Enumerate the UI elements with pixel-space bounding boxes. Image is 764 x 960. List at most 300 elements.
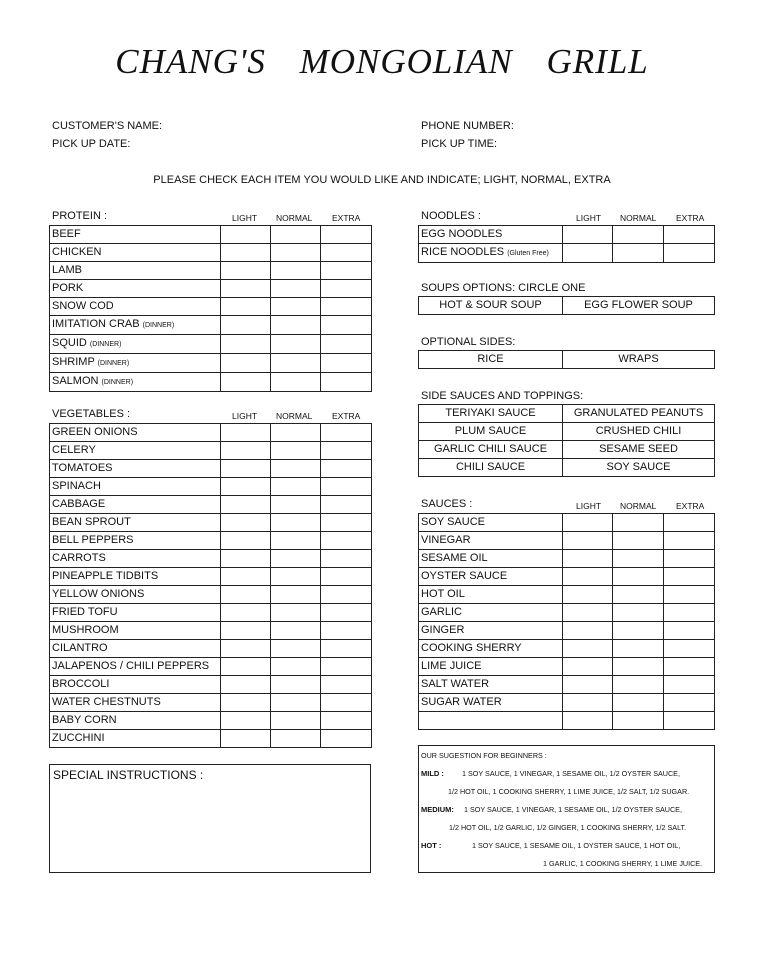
carrots-normal-checkbox[interactable] bbox=[271, 550, 321, 568]
topping-row bbox=[419, 423, 715, 441]
item-label bbox=[50, 496, 221, 514]
table-row bbox=[419, 532, 715, 550]
bean-sprout-extra-checkbox[interactable] bbox=[321, 514, 372, 532]
oyster-sauce-light-checkbox[interactable] bbox=[563, 568, 613, 586]
item-name: LAMB bbox=[52, 264, 82, 276]
broccoli-normal-checkbox[interactable] bbox=[271, 676, 321, 694]
item-name: CELERY bbox=[52, 444, 96, 456]
bell-peppers-normal-checkbox[interactable] bbox=[271, 532, 321, 550]
item-label bbox=[419, 640, 563, 658]
item-name: SNOW COD bbox=[52, 300, 114, 312]
item-name: BELL PEPPERS bbox=[52, 534, 134, 546]
pork-light-checkbox[interactable] bbox=[221, 280, 271, 298]
green-onions-light-checkbox[interactable] bbox=[221, 424, 271, 442]
soups-options bbox=[418, 296, 715, 315]
vegetables-table bbox=[49, 423, 372, 748]
table-row bbox=[50, 424, 372, 442]
water-chestnuts-normal-checkbox[interactable] bbox=[271, 694, 321, 712]
sugar-water-normal-checkbox[interactable] bbox=[613, 694, 664, 712]
table-row bbox=[50, 262, 372, 280]
item-label bbox=[50, 244, 221, 262]
zucchini-extra-checkbox[interactable] bbox=[321, 730, 372, 748]
table-row bbox=[50, 298, 372, 316]
jalapenos-chili-peppers-light-checkbox[interactable] bbox=[221, 658, 271, 676]
topping-option-crushed-chili[interactable]: CRUSHED CHILI bbox=[563, 423, 715, 441]
beef-extra-checkbox[interactable] bbox=[321, 226, 372, 244]
cilantro-light-checkbox[interactable] bbox=[221, 640, 271, 658]
item-name: SPINACH bbox=[52, 480, 101, 492]
special-instructions-box[interactable] bbox=[49, 764, 371, 873]
item-label bbox=[419, 712, 563, 730]
vegetables-level-light: LIGHT bbox=[232, 411, 258, 421]
broccoli-light-checkbox[interactable] bbox=[221, 676, 271, 694]
soy-sauce-normal-checkbox[interactable] bbox=[613, 514, 664, 532]
bell-peppers-light-checkbox[interactable] bbox=[221, 532, 271, 550]
lamb-normal-checkbox[interactable] bbox=[271, 262, 321, 280]
item-label bbox=[50, 262, 221, 280]
pickup-time-label: PICK UP TIME: bbox=[421, 138, 498, 150]
yellow-onions-extra-checkbox[interactable] bbox=[321, 586, 372, 604]
mushroom-light-checkbox[interactable] bbox=[221, 622, 271, 640]
beginner-suggestions-box bbox=[418, 745, 715, 873]
protein-level-normal: NORMAL bbox=[276, 213, 313, 223]
sauces-header: SAUCES : bbox=[421, 498, 473, 510]
spinach-extra-checkbox[interactable] bbox=[321, 478, 372, 496]
cabbage-light-checkbox[interactable] bbox=[221, 496, 271, 514]
item-name: SUGAR WATER bbox=[421, 696, 502, 708]
vegetables-level-extra: EXTRA bbox=[332, 411, 361, 421]
garlic-normal-checkbox[interactable] bbox=[613, 604, 664, 622]
table-row bbox=[50, 354, 372, 373]
jalapenos-chili-peppers-normal-checkbox[interactable] bbox=[271, 658, 321, 676]
item-note: (DINNER) bbox=[89, 341, 122, 348]
item-name: JALAPENOS / CHILI PEPPERS bbox=[52, 660, 210, 672]
customer-name-label: CUSTOMER'S NAME: bbox=[52, 120, 163, 132]
table-row bbox=[50, 335, 372, 354]
mushroom-normal-checkbox[interactable] bbox=[271, 622, 321, 640]
table-row bbox=[50, 604, 372, 622]
zucchini-light-checkbox[interactable] bbox=[221, 730, 271, 748]
item-label bbox=[50, 658, 221, 676]
item-label bbox=[419, 244, 563, 263]
table-row bbox=[50, 658, 372, 676]
item-name: SQUID bbox=[52, 337, 87, 349]
baby-corn-extra-checkbox[interactable] bbox=[321, 712, 372, 730]
lime-juice-light-checkbox[interactable] bbox=[563, 658, 613, 676]
item-name: ZUCCHINI bbox=[52, 732, 105, 744]
topping-option-granulated-peanuts[interactable]: GRANULATED PEANUTS bbox=[563, 405, 715, 423]
item-label bbox=[419, 226, 563, 244]
blank-normal-checkbox[interactable] bbox=[613, 712, 664, 730]
salmon-normal-checkbox[interactable] bbox=[271, 373, 321, 392]
spinach-light-checkbox[interactable] bbox=[221, 478, 271, 496]
item-name: SHRIMP bbox=[52, 356, 95, 368]
spinach-normal-checkbox[interactable] bbox=[271, 478, 321, 496]
table-row bbox=[419, 244, 715, 263]
item-label bbox=[50, 514, 221, 532]
item-label bbox=[50, 460, 221, 478]
table-row bbox=[419, 694, 715, 712]
table-row bbox=[50, 460, 372, 478]
medium-label: MEDIUM: bbox=[421, 805, 454, 814]
beef-normal-checkbox[interactable] bbox=[271, 226, 321, 244]
item-name: RICE NOODLES bbox=[421, 246, 505, 258]
item-label bbox=[50, 335, 221, 354]
salt-water-light-checkbox[interactable] bbox=[563, 676, 613, 694]
tomatoes-normal-checkbox[interactable] bbox=[271, 460, 321, 478]
table-row bbox=[419, 568, 715, 586]
restaurant-title: CHANG'S MONGOLIAN GRILL bbox=[115, 42, 649, 81]
green-onions-normal-checkbox[interactable] bbox=[271, 424, 321, 442]
item-label bbox=[50, 676, 221, 694]
item-label bbox=[50, 640, 221, 658]
celery-light-checkbox[interactable] bbox=[221, 442, 271, 460]
table-row bbox=[50, 244, 372, 262]
hot-oil-extra-checkbox[interactable] bbox=[664, 586, 715, 604]
item-name: EGG NOODLES bbox=[421, 228, 503, 240]
table-row bbox=[419, 676, 715, 694]
table-row bbox=[50, 442, 372, 460]
item-name: BROCCOLI bbox=[52, 678, 110, 690]
pineapple-tidbits-normal-checkbox[interactable] bbox=[271, 568, 321, 586]
item-label bbox=[50, 280, 221, 298]
item-label bbox=[50, 478, 221, 496]
sauces-level-normal: NORMAL bbox=[620, 501, 657, 511]
item-name: MUSHROOM bbox=[52, 624, 119, 636]
chicken-light-checkbox[interactable] bbox=[221, 244, 271, 262]
special-instructions-label: SPECIAL INSTRUCTIONS : bbox=[53, 768, 204, 782]
item-label bbox=[50, 568, 221, 586]
item-name: CARROTS bbox=[52, 552, 106, 564]
topping-option-soy-sauce[interactable]: SOY SAUCE bbox=[563, 459, 715, 477]
oyster-sauce-extra-checkbox[interactable] bbox=[664, 568, 715, 586]
imitation-crab-normal-checkbox[interactable] bbox=[271, 316, 321, 335]
snow-cod-extra-checkbox[interactable] bbox=[321, 298, 372, 316]
lime-juice-extra-checkbox[interactable] bbox=[664, 658, 715, 676]
lamb-extra-checkbox[interactable] bbox=[321, 262, 372, 280]
salt-water-normal-checkbox[interactable] bbox=[613, 676, 664, 694]
rice-noodles-normal-checkbox[interactable] bbox=[613, 244, 664, 263]
item-label bbox=[419, 532, 563, 550]
item-label bbox=[50, 532, 221, 550]
sesame-oil-normal-checkbox[interactable] bbox=[613, 550, 664, 568]
item-label bbox=[50, 373, 221, 392]
item-label bbox=[419, 514, 563, 532]
item-label bbox=[419, 604, 563, 622]
item-label bbox=[50, 604, 221, 622]
table-row bbox=[50, 373, 372, 392]
fried-tofu-extra-checkbox[interactable] bbox=[321, 604, 372, 622]
item-label bbox=[50, 712, 221, 730]
noodles-level-normal: NORMAL bbox=[620, 213, 657, 223]
soups-header: SOUPS OPTIONS: CIRCLE ONE bbox=[421, 282, 586, 294]
table-row bbox=[50, 676, 372, 694]
water-chestnuts-light-checkbox[interactable] bbox=[221, 694, 271, 712]
item-label bbox=[50, 550, 221, 568]
jalapenos-chili-peppers-extra-checkbox[interactable] bbox=[321, 658, 372, 676]
table-row bbox=[50, 478, 372, 496]
topping-row bbox=[419, 441, 715, 459]
soy-sauce-extra-checkbox[interactable] bbox=[664, 514, 715, 532]
table-row bbox=[50, 640, 372, 658]
item-label bbox=[419, 694, 563, 712]
cilantro-extra-checkbox[interactable] bbox=[321, 640, 372, 658]
bean-sprout-normal-checkbox[interactable] bbox=[271, 514, 321, 532]
vinegar-normal-checkbox[interactable] bbox=[613, 532, 664, 550]
medium-recipe-line-2: 1/2 HOT OIL, 1/2 GARLIC, 1/2 GINGER, 1 COOKING SHERRY, 1/2 SALT. bbox=[449, 823, 687, 832]
bell-peppers-extra-checkbox[interactable] bbox=[321, 532, 372, 550]
soup-option-egg-flower[interactable]: EGG FLOWER SOUP bbox=[563, 297, 715, 315]
pork-extra-checkbox[interactable] bbox=[321, 280, 372, 298]
table-row bbox=[50, 568, 372, 586]
hot-label: HOT : bbox=[421, 841, 442, 850]
toppings-header: SIDE SAUCES AND TOPPINGS: bbox=[421, 390, 584, 402]
item-name: LIME JUICE bbox=[421, 660, 482, 672]
item-label bbox=[419, 622, 563, 640]
chicken-extra-checkbox[interactable] bbox=[321, 244, 372, 262]
toppings-table bbox=[418, 404, 715, 477]
tomatoes-light-checkbox[interactable] bbox=[221, 460, 271, 478]
soup-option-hot-sour[interactable]: HOT & SOUR SOUP bbox=[419, 297, 563, 315]
item-name: CILANTRO bbox=[52, 642, 108, 654]
item-name: WATER CHESTNUTS bbox=[52, 696, 161, 708]
table-row bbox=[50, 496, 372, 514]
rice-noodles-extra-checkbox[interactable] bbox=[664, 244, 715, 263]
ginger-light-checkbox[interactable] bbox=[563, 622, 613, 640]
table-row bbox=[419, 586, 715, 604]
rice-noodles-light-checkbox[interactable] bbox=[563, 244, 613, 263]
item-label bbox=[50, 354, 221, 373]
green-onions-extra-checkbox[interactable] bbox=[321, 424, 372, 442]
table-row bbox=[50, 586, 372, 604]
pineapple-tidbits-light-checkbox[interactable] bbox=[221, 568, 271, 586]
item-name: OYSTER SAUCE bbox=[421, 570, 508, 582]
table-row bbox=[419, 550, 715, 568]
table-row bbox=[50, 514, 372, 532]
item-note: (DINNER) bbox=[142, 322, 175, 329]
cabbage-normal-checkbox[interactable] bbox=[271, 496, 321, 514]
table-row bbox=[50, 280, 372, 298]
snow-cod-normal-checkbox[interactable] bbox=[271, 298, 321, 316]
shrimp-extra-checkbox[interactable] bbox=[321, 354, 372, 373]
hot-oil-normal-checkbox[interactable] bbox=[613, 586, 664, 604]
vegetables-header: VEGETABLES : bbox=[52, 408, 131, 420]
item-name: SALMON bbox=[52, 375, 99, 387]
sides-header: OPTIONAL SIDES: bbox=[421, 336, 516, 348]
item-name: GARLIC bbox=[421, 606, 462, 618]
item-label bbox=[419, 586, 563, 604]
vinegar-extra-checkbox[interactable] bbox=[664, 532, 715, 550]
protein-level-light: LIGHT bbox=[232, 213, 258, 223]
item-note: (Gluten Free) bbox=[507, 250, 549, 257]
item-label bbox=[50, 442, 221, 460]
topping-row bbox=[419, 459, 715, 477]
ginger-extra-checkbox[interactable] bbox=[664, 622, 715, 640]
bean-sprout-light-checkbox[interactable] bbox=[221, 514, 271, 532]
baby-corn-normal-checkbox[interactable] bbox=[271, 712, 321, 730]
mild-recipe-line-2: 1/2 HOT OIL, 1 COOKING SHERRY, 1 LIME JUICE, 1/2 SALT, 1/2 SUGAR. bbox=[448, 787, 690, 796]
item-name: PINEAPPLE TIDBITS bbox=[52, 570, 159, 582]
lime-juice-normal-checkbox[interactable] bbox=[613, 658, 664, 676]
fried-tofu-light-checkbox[interactable] bbox=[221, 604, 271, 622]
shrimp-normal-checkbox[interactable] bbox=[271, 354, 321, 373]
oyster-sauce-normal-checkbox[interactable] bbox=[613, 568, 664, 586]
table-row bbox=[50, 622, 372, 640]
noodles-table bbox=[418, 225, 715, 263]
mushroom-extra-checkbox[interactable] bbox=[321, 622, 372, 640]
item-name: PORK bbox=[52, 282, 84, 294]
table-row bbox=[50, 532, 372, 550]
squid-extra-checkbox[interactable] bbox=[321, 335, 372, 354]
carrots-extra-checkbox[interactable] bbox=[321, 550, 372, 568]
pork-normal-checkbox[interactable] bbox=[271, 280, 321, 298]
item-name: IMITATION CRAB bbox=[52, 318, 140, 330]
suggestions-header: OUR SUGESTION FOR BEGINNERS : bbox=[421, 751, 547, 760]
garlic-extra-checkbox[interactable] bbox=[664, 604, 715, 622]
item-name: GINGER bbox=[421, 624, 465, 636]
zucchini-normal-checkbox[interactable] bbox=[271, 730, 321, 748]
mild-label: MILD : bbox=[421, 769, 444, 778]
blank-extra-checkbox[interactable] bbox=[664, 712, 715, 730]
beef-light-checkbox[interactable] bbox=[221, 226, 271, 244]
cabbage-extra-checkbox[interactable] bbox=[321, 496, 372, 514]
sesame-oil-light-checkbox[interactable] bbox=[563, 550, 613, 568]
item-label bbox=[419, 550, 563, 568]
item-name: SESAME OIL bbox=[421, 552, 488, 564]
table-row bbox=[419, 640, 715, 658]
sauces-table bbox=[418, 513, 715, 730]
lamb-light-checkbox[interactable] bbox=[221, 262, 271, 280]
item-note: (DINNER) bbox=[97, 360, 130, 367]
soy-sauce-light-checkbox[interactable] bbox=[563, 514, 613, 532]
item-label bbox=[50, 622, 221, 640]
squid-light-checkbox[interactable] bbox=[221, 335, 271, 354]
item-name: YELLOW ONIONS bbox=[52, 588, 145, 600]
sesame-oil-extra-checkbox[interactable] bbox=[664, 550, 715, 568]
shrimp-light-checkbox[interactable] bbox=[221, 354, 271, 373]
topping-option-garlic-chili-sauce[interactable]: GARLIC CHILI SAUCE bbox=[419, 441, 563, 459]
ginger-normal-checkbox[interactable] bbox=[613, 622, 664, 640]
item-name: SALT WATER bbox=[421, 678, 490, 690]
table-row bbox=[419, 604, 715, 622]
yellow-onions-normal-checkbox[interactable] bbox=[271, 586, 321, 604]
noodles-header: NOODLES : bbox=[421, 210, 481, 222]
item-label bbox=[419, 676, 563, 694]
item-name: COOKING SHERRY bbox=[421, 642, 522, 654]
table-row bbox=[419, 658, 715, 676]
egg-noodles-extra-checkbox[interactable] bbox=[664, 226, 715, 244]
vinegar-light-checkbox[interactable] bbox=[563, 532, 613, 550]
item-name: TOMATOES bbox=[52, 462, 113, 474]
item-name: VINEGAR bbox=[421, 534, 471, 546]
sauces-level-extra: EXTRA bbox=[676, 501, 705, 511]
table-row bbox=[419, 622, 715, 640]
celery-normal-checkbox[interactable] bbox=[271, 442, 321, 460]
table-row bbox=[50, 550, 372, 568]
blank-light-checkbox[interactable] bbox=[563, 712, 613, 730]
table-row bbox=[50, 712, 372, 730]
mild-recipe-line-1: 1 SOY SAUCE, 1 VINEGAR, 1 SESAME OIL, 1/2 OYSTER SAUCE, bbox=[462, 769, 680, 778]
sugar-water-light-checkbox[interactable] bbox=[563, 694, 613, 712]
sugar-water-extra-checkbox[interactable] bbox=[664, 694, 715, 712]
side-option-rice[interactable]: RICE bbox=[419, 351, 563, 369]
cilantro-normal-checkbox[interactable] bbox=[271, 640, 321, 658]
table-row bbox=[419, 712, 715, 730]
imitation-crab-light-checkbox[interactable] bbox=[221, 316, 271, 335]
item-label bbox=[50, 586, 221, 604]
item-name: CHICKEN bbox=[52, 246, 102, 258]
cooking-sherry-normal-checkbox[interactable] bbox=[613, 640, 664, 658]
item-label bbox=[50, 730, 221, 748]
tomatoes-extra-checkbox[interactable] bbox=[321, 460, 372, 478]
item-label bbox=[50, 316, 221, 335]
topping-option-teriyaki-sauce[interactable]: TERIYAKI SAUCE bbox=[419, 405, 563, 423]
topping-row bbox=[419, 405, 715, 423]
egg-noodles-light-checkbox[interactable] bbox=[563, 226, 613, 244]
cooking-sherry-light-checkbox[interactable] bbox=[563, 640, 613, 658]
side-option-wraps[interactable]: WRAPS bbox=[563, 351, 715, 369]
baby-corn-light-checkbox[interactable] bbox=[221, 712, 271, 730]
table-row bbox=[50, 730, 372, 748]
imitation-crab-extra-checkbox[interactable] bbox=[321, 316, 372, 335]
cooking-sherry-extra-checkbox[interactable] bbox=[664, 640, 715, 658]
table-row bbox=[50, 226, 372, 244]
squid-normal-checkbox[interactable] bbox=[271, 335, 321, 354]
celery-extra-checkbox[interactable] bbox=[321, 442, 372, 460]
pineapple-tidbits-extra-checkbox[interactable] bbox=[321, 568, 372, 586]
sauces-level-light: LIGHT bbox=[576, 501, 602, 511]
table-row bbox=[419, 226, 715, 244]
hot-oil-light-checkbox[interactable] bbox=[563, 586, 613, 604]
protein-header: PROTEIN : bbox=[52, 210, 108, 222]
item-label bbox=[419, 658, 563, 676]
item-name: GREEN ONIONS bbox=[52, 426, 138, 438]
item-label bbox=[50, 694, 221, 712]
hot-recipe-line-1: 1 SOY SAUCE, 1 SESAME OIL, 1 OYSTER SAUCE, 1 HOT OIL, bbox=[472, 841, 681, 850]
topping-option-plum-sauce[interactable]: PLUM SAUCE bbox=[419, 423, 563, 441]
yellow-onions-light-checkbox[interactable] bbox=[221, 586, 271, 604]
hot-recipe-line-2: 1 GARLIC, 1 COOKING SHERRY, 1 LIME JUICE. bbox=[543, 859, 703, 868]
table-row bbox=[419, 514, 715, 532]
carrots-light-checkbox[interactable] bbox=[221, 550, 271, 568]
snow-cod-light-checkbox[interactable] bbox=[221, 298, 271, 316]
item-label bbox=[50, 298, 221, 316]
garlic-light-checkbox[interactable] bbox=[563, 604, 613, 622]
water-chestnuts-extra-checkbox[interactable] bbox=[321, 694, 372, 712]
item-note: (DINNER) bbox=[101, 379, 134, 386]
chicken-normal-checkbox[interactable] bbox=[271, 244, 321, 262]
instruction-text: PLEASE CHECK EACH ITEM YOU WOULD LIKE AND INDICATE; LIGHT, NORMAL, EXTRA bbox=[153, 174, 611, 186]
egg-noodles-normal-checkbox[interactable] bbox=[613, 226, 664, 244]
phone-number-label: PHONE NUMBER: bbox=[421, 120, 514, 132]
vegetables-level-normal: NORMAL bbox=[276, 411, 313, 421]
salt-water-extra-checkbox[interactable] bbox=[664, 676, 715, 694]
noodles-level-extra: EXTRA bbox=[676, 213, 705, 223]
topping-option-chili-sauce[interactable]: CHILI SAUCE bbox=[419, 459, 563, 477]
item-name: BEEF bbox=[52, 228, 81, 240]
pickup-date-label: PICK UP DATE: bbox=[52, 138, 131, 150]
item-name: HOT OIL bbox=[421, 588, 465, 600]
item-label bbox=[50, 424, 221, 442]
topping-option-sesame-seed[interactable]: SESAME SEED bbox=[563, 441, 715, 459]
protein-level-extra: EXTRA bbox=[332, 213, 361, 223]
broccoli-extra-checkbox[interactable] bbox=[321, 676, 372, 694]
item-name: BABY CORN bbox=[52, 714, 117, 726]
protein-table bbox=[49, 225, 372, 392]
salmon-extra-checkbox[interactable] bbox=[321, 373, 372, 392]
fried-tofu-normal-checkbox[interactable] bbox=[271, 604, 321, 622]
salmon-light-checkbox[interactable] bbox=[221, 373, 271, 392]
